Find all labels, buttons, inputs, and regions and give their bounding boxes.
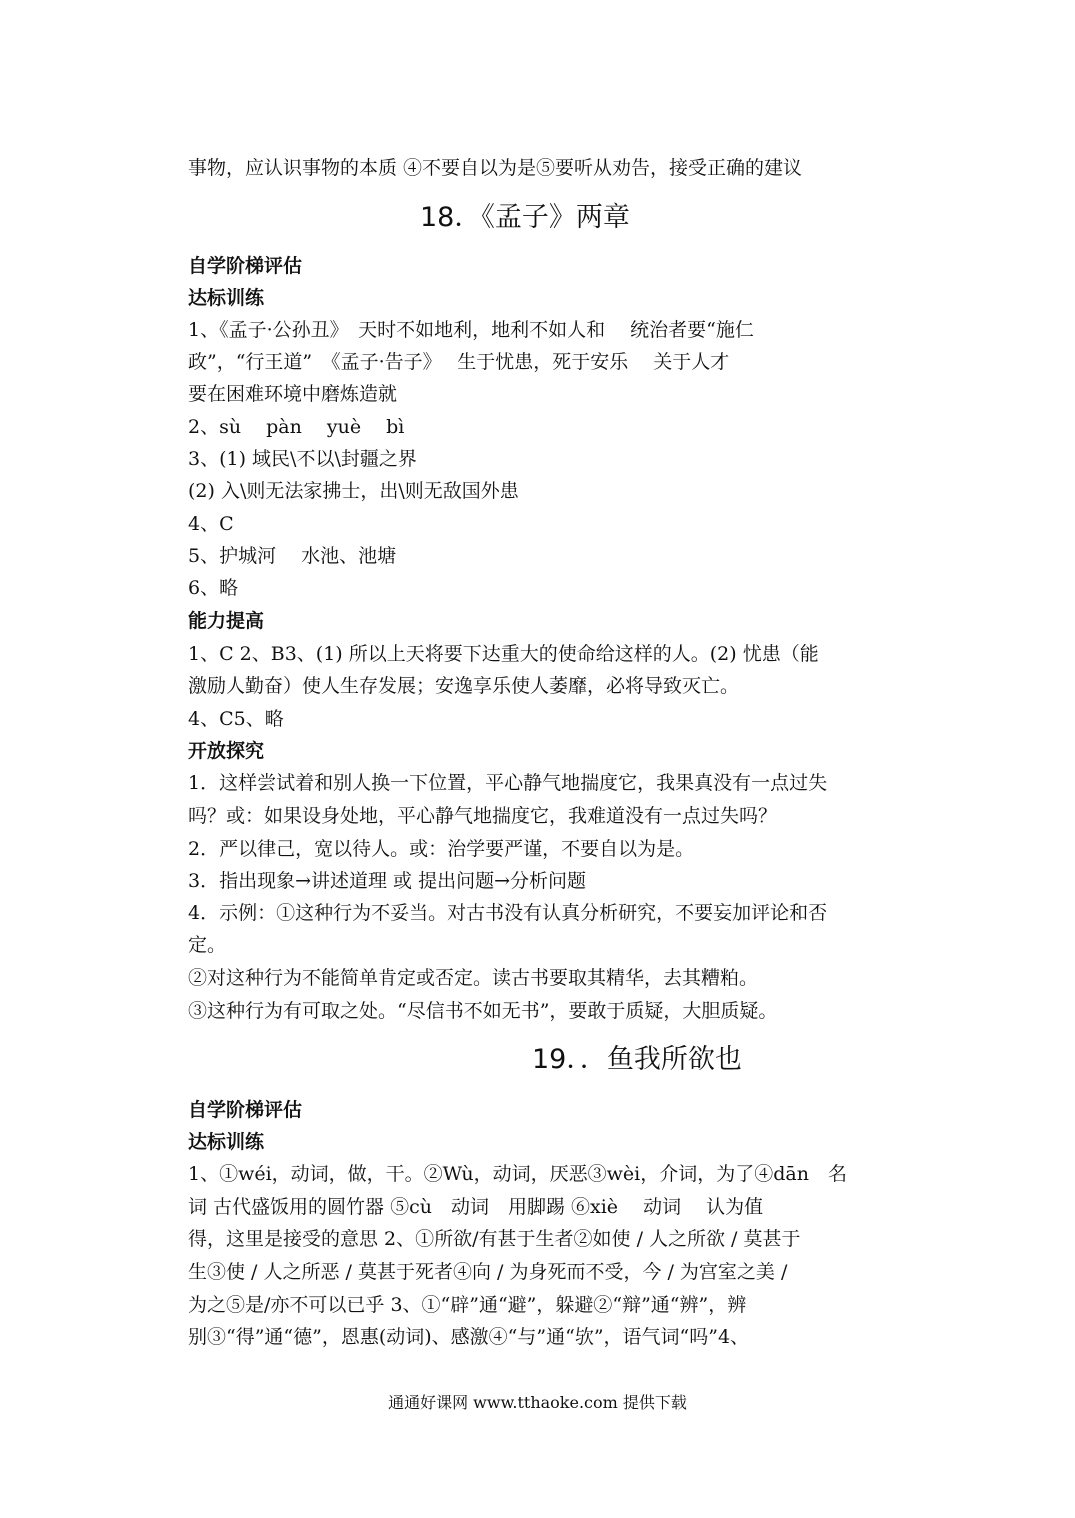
- answer-line: 生③使 / 人之所恶 / 莫甚于死者④向 / 为身死而不受，今 / 为宫室之美 /: [188, 1261, 788, 1283]
- page-footer: 通通好课网 www.tthaoke.com 提供下载: [388, 1393, 687, 1412]
- answer-line: 2．严以律己，宽以待人。或：治学要严谨，不要自以为是。: [188, 838, 695, 860]
- answer-line: 1．这样尝试着和别人换一下位置，平心静气地揣度它，我果真没有一点过失: [188, 772, 828, 794]
- section-19-title: 19．．鱼我所欲也: [532, 1044, 742, 1075]
- answer-line: 5、护城河 水池、池塘: [188, 545, 397, 567]
- heading-zixue-19: 自学阶梯评估: [188, 1099, 303, 1121]
- answer-line: (2) 入\则无法家拂士，出\则无敌国外患: [188, 480, 519, 502]
- answer-line: 3．指出现象→讲述道理 或 提出问题→分析问题: [188, 870, 587, 892]
- answer-line: 2、sù pàn yuè bì: [188, 416, 405, 438]
- answer-line: 4、C5、略: [188, 708, 284, 730]
- answer-line: 6、略: [188, 577, 239, 599]
- heading-zixue-18: 自学阶梯评估: [188, 255, 303, 277]
- answer-line: 激励人勤奋）使人生存发展；安逸享乐使人萎靡，必将导致灭亡。: [188, 675, 740, 697]
- heading-dabiao-18: 达标训练: [188, 287, 265, 309]
- answer-line: 要在困难环境中磨炼造就: [188, 383, 398, 405]
- answer-line: 政”，“行王道” 《孟子·告子》 生于忧患，死于安乐 关于人才: [188, 351, 730, 373]
- continuation-line: 事物，应认识事物的本质 ④不要自以为是⑤要听从劝告，接受正确的建议: [188, 157, 803, 179]
- answer-line: 为之⑤是/亦不可以已乎 3、①“辟”通“避”，躲避②“辩”通“辨”，辨: [188, 1294, 747, 1316]
- answer-line: ③这种行为有可取之处。“尽信书不如无书”，要敢于质疑，大胆质疑。: [188, 1000, 778, 1022]
- heading-nengli: 能力提高: [188, 610, 265, 632]
- answer-line: 1、《孟子·公孙丑》 天时不如地利，地利不如人和 统治者要“施仁: [188, 319, 754, 341]
- answer-line: 词 古代盛饭用的圆竹器 ⑤cù 动词 用脚踢 ⑥xiè 动词 认为值: [188, 1196, 764, 1218]
- answer-line: 3、(1) 域民\不以\封疆之界: [188, 448, 417, 470]
- section-18-title: 18．《孟子》两章: [420, 202, 630, 233]
- heading-dabiao-19: 达标训练: [188, 1131, 265, 1153]
- answer-line: 4．示例：①这种行为不妥当。对古书没有认真分析研究，不要妄加评论和否: [188, 902, 828, 924]
- answer-line: 1、①wéi，动词，做，干。②Wù，动词，厌恶③wèi，介词，为了④dān 名: [188, 1163, 847, 1185]
- answer-line: 定。: [188, 934, 227, 956]
- answer-line: 4、C: [188, 513, 234, 535]
- answer-line: ②对这种行为不能简单肯定或否定。读古书要取其精华，去其糟粕。: [188, 967, 759, 989]
- answer-line: 吗？或：如果设身处地，平心静气地揣度它，我难道没有一点过失吗？: [188, 805, 778, 827]
- answer-line: 1、C 2、B3、(1) 所以上天将要下达重大的使命给这样的人。(2) 忧患（能: [188, 643, 819, 665]
- heading-kaifang: 开放探究: [188, 740, 265, 762]
- answer-line: 得，这里是接受的意思 2、①所欲/有甚于生者②如使 / 人之所欲 / 莫甚于: [188, 1228, 801, 1250]
- answer-line: 别③“得”通“德”，恩惠(动词)、感激④“与”通“欤”，语气词“吗”4、: [188, 1326, 750, 1348]
